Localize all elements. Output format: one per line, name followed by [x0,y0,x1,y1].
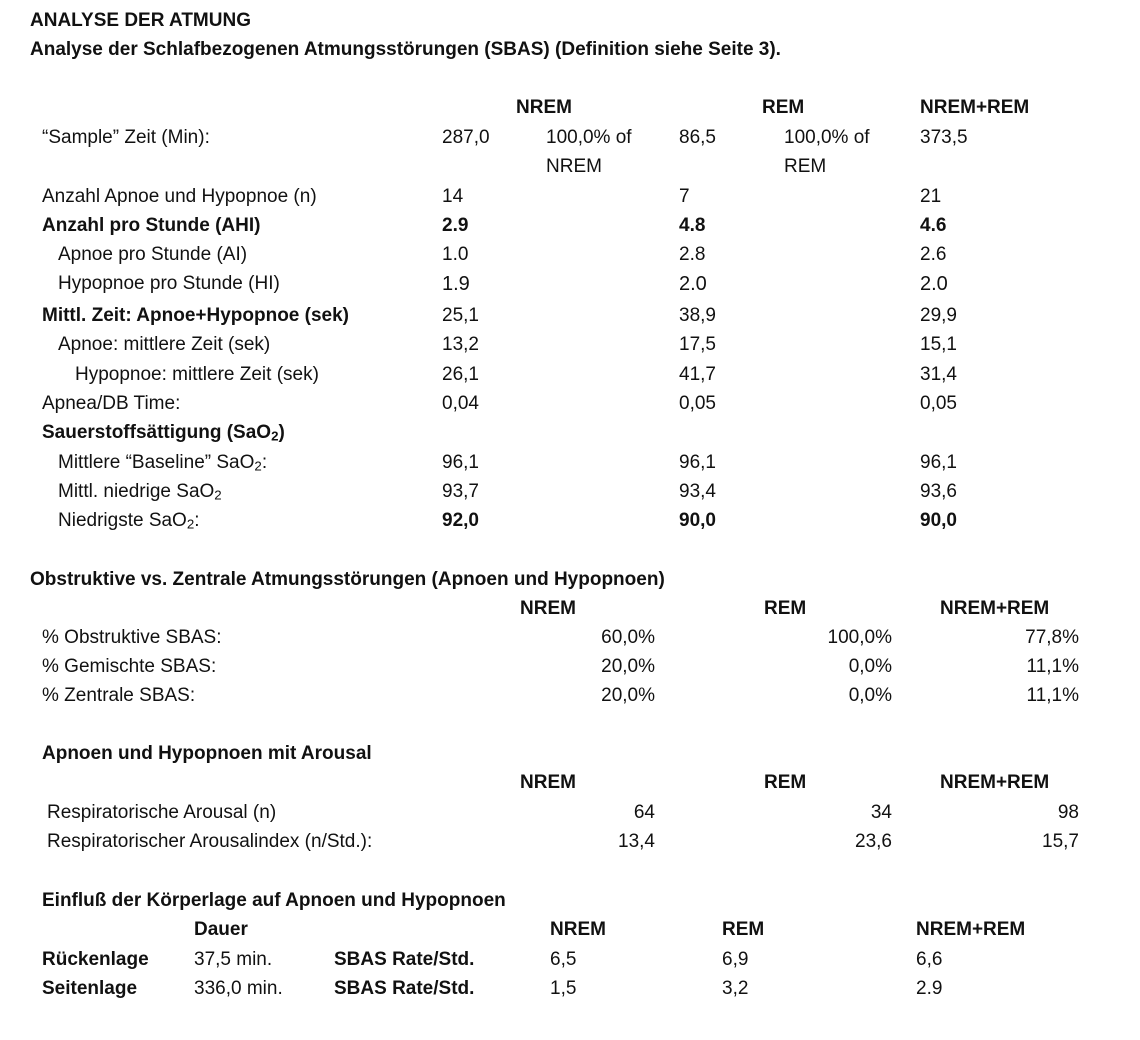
row-nrem: 13,4 [618,831,655,852]
row-rem-lowest: 90,0 [679,510,716,531]
section4-title: Einfluß der Körperlage auf Apnoen und Hypopnoen [42,890,506,911]
row-label: Mittlere “Baseline” SaO$_2$: [58,452,268,474]
sample-total: 373,5 [920,127,968,148]
position-label-back: Rückenlage [42,949,149,970]
row-label: Apnea/DB Time: [42,393,181,414]
row-label: Hypopnoe: mittlere Zeit (sek) [75,364,319,385]
row-label-mean-time: Mittl. Zeit: Apnoe+Hypopnoe (sek) [42,305,349,326]
row-total: 2.6 [920,244,947,265]
s1-col-total: NREM+REM [920,97,1030,118]
row-nrem: 64 [633,802,655,823]
row-total: 15,1 [920,334,957,355]
row-nrem: 13,2 [442,334,479,355]
row-total-lowest: 90,0 [920,510,957,531]
s4-col-total: NREM+REM [916,919,1026,940]
row-total: 0,05 [920,393,957,414]
row-total: 2.9 [916,978,943,999]
row-total: 29,9 [920,305,957,326]
row-nrem: 93,7 [442,481,479,502]
sample-rem-pct-2: REM [784,156,827,177]
s1-col-rem: REM [762,97,805,118]
row-total: 6,6 [916,949,943,970]
row-label: Apnoe pro Stunde (AI) [58,244,248,265]
row-total: 96,1 [920,452,957,473]
s3-col-rem: REM [764,772,807,793]
row-total: 11,1% [1026,685,1079,706]
s3-col-total: NREM+REM [940,772,1050,793]
row-rem: 100,0% [827,627,892,648]
row-rem: 93,4 [679,481,716,502]
oxygen-saturation-heading: Sauerstoffsättigung (SaO$_2$) [42,422,285,444]
row-rem: 0,0% [848,656,892,677]
s4-col-dauer: Dauer [194,919,248,940]
row-nrem: 1.9 [442,273,470,295]
s2-col-rem: REM [764,598,807,619]
sample-nrem: 287,0 [442,127,490,148]
row-label: Mittl. niedrige SaO$_2$ [58,481,222,503]
row-rem: 38,9 [679,305,716,326]
s2-col-nrem: NREM [520,598,576,619]
row-total: 21 [920,186,942,207]
row-nrem: 20,0% [601,685,655,706]
row-label: % Obstruktive SBAS: [42,627,222,648]
row-nrem: 26,1 [442,364,479,385]
sample-label: “Sample” Zeit (Min): [42,127,210,148]
sample-nrem-pct-2: NREM [546,156,602,177]
row-total: 93,6 [920,481,957,502]
row-label: Respiratorischer Arousalindex (n/Std.): [47,831,373,852]
row-rem: 23,6 [855,831,892,852]
s3-col-nrem: NREM [520,772,576,793]
row-nrem: 6,5 [550,949,577,970]
position-duration: 336,0 min. [194,978,283,999]
sample-rem-pct-1: 100,0% of [784,127,870,148]
section3-title: Apnoen und Hypopnoen mit Arousal [42,743,372,764]
section2-title: Obstruktive vs. Zentrale Atmungsstörungen (Apnoen und Hypopnoen) [30,569,665,590]
document-subtitle: Analyse der Schlafbezogenen Atmungsstörungen (SBAS) (Definition siehe Seite 3). [30,39,781,60]
row-total: 31,4 [920,364,957,385]
position-duration: 37,5 min. [194,949,273,970]
row-rem: 34 [870,802,892,823]
row-total: 2.0 [920,273,948,295]
row-rem: 0,05 [679,393,716,414]
position-label-side: Seitenlage [42,978,138,999]
row-label: Respiratorische Arousal (n) [47,802,277,823]
row-nrem: 60,0% [601,627,655,648]
row-label: Apnoe: mittlere Zeit (sek) [58,334,271,355]
row-nrem-lowest: 92,0 [442,510,479,531]
position-metric: SBAS Rate/Std. [334,978,475,999]
row-total: 77,8% [1025,627,1079,648]
row-rem: 2.8 [679,244,706,265]
row-rem: 6,9 [722,949,749,970]
position-metric: SBAS Rate/Std. [334,949,475,970]
document-title: ANALYSE DER ATMUNG [30,10,251,31]
row-nrem: 25,1 [442,305,479,326]
row-total: 11,1% [1026,656,1079,677]
row-nrem: 14 [442,186,464,207]
row-nrem: 0,04 [442,393,479,414]
row-total-ahi: 4.6 [920,215,947,236]
row-rem: 17,5 [679,334,716,355]
row-rem: 96,1 [679,452,716,473]
row-label: % Zentrale SBAS: [42,685,196,706]
row-rem: 2.0 [679,273,707,295]
row-nrem: 20,0% [601,656,655,677]
row-nrem: 96,1 [442,452,479,473]
row-rem: 3,2 [722,978,749,999]
row-rem-ahi: 4.8 [679,215,706,236]
row-rem: 7 [679,186,690,207]
row-label: % Gemischte SBAS: [42,656,217,677]
row-rem: 41,7 [679,364,716,385]
row-label: Anzahl Apnoe und Hypopnoe (n) [42,186,317,207]
sample-nrem-pct-1: 100,0% of [546,127,632,148]
s4-col-rem: REM [722,919,765,940]
row-nrem: 1.0 [442,244,469,265]
row-label: Niedrigste SaO$_2$: [58,510,200,532]
sample-rem: 86,5 [679,127,716,148]
s4-col-nrem: NREM [550,919,606,940]
s2-col-total: NREM+REM [940,598,1050,619]
row-nrem: 1,5 [550,978,577,999]
s1-col-nrem: NREM [516,97,572,118]
row-total: 98 [1057,802,1079,823]
row-label: Hypopnoe pro Stunde (HI) [58,273,280,294]
row-nrem-ahi: 2.9 [442,215,469,236]
row-label-ahi: Anzahl pro Stunde (AHI) [42,215,261,236]
row-rem: 0,0% [848,685,892,706]
row-total: 15,7 [1042,831,1079,852]
